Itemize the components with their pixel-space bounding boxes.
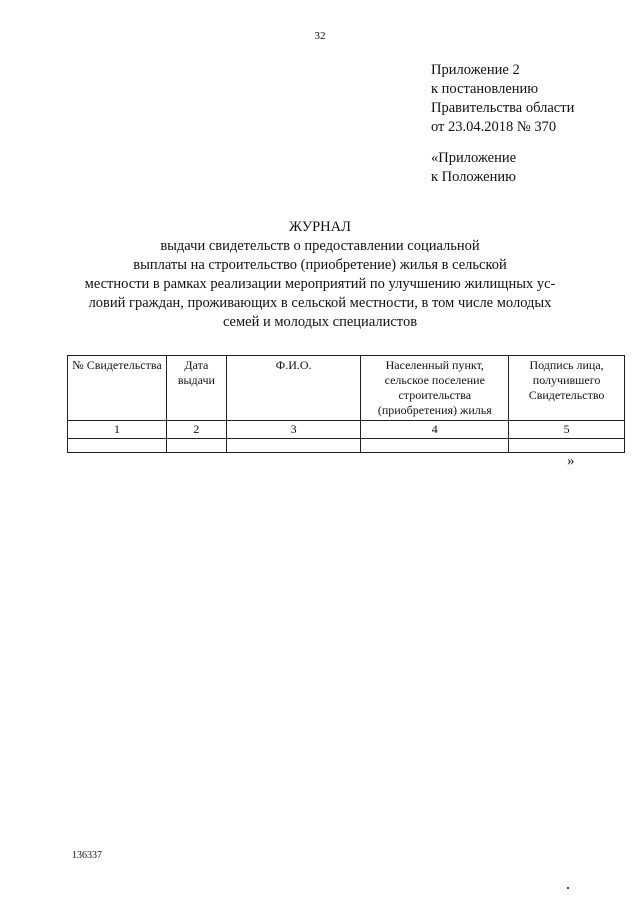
closing-quote: »: [567, 453, 575, 469]
page-number: 32: [314, 30, 326, 42]
column-number: 5: [509, 421, 625, 439]
column-number: 1: [68, 421, 167, 439]
header-issue-date: Дата выдачи: [166, 356, 226, 421]
document-title: [60, 218, 580, 332]
title-line: выплаты на строительство (приобретение) жилья в сельской: [133, 257, 507, 273]
title-line: ловий граждан, проживающих в сельской местности, в том числе молодых: [88, 295, 552, 311]
column-number: 2: [166, 421, 226, 439]
table-cell: [166, 439, 226, 453]
table-cell: [509, 439, 625, 453]
table-cell: [68, 439, 167, 453]
table-cell: [361, 439, 509, 453]
title-line: местности в рамках реализации мероприятий по улучшению жилищных ус-: [84, 276, 556, 292]
header-signature: Подпись лица, получившего Свидетельство: [509, 356, 625, 421]
title-line: семей и молодых специалистов: [222, 314, 418, 330]
table-row: [68, 439, 625, 453]
footer-code: 136337: [72, 850, 102, 861]
column-number: 3: [226, 421, 361, 439]
appendix-sub-line: к Положению: [431, 169, 516, 185]
footer-dot: [567, 887, 569, 889]
table-cell: [226, 439, 361, 453]
appendix-line: к постановлению: [431, 81, 539, 97]
title-line: выдачи свидетельств о предоставлении социальной: [160, 238, 480, 254]
header-full-name: Ф.И.О.: [226, 356, 361, 421]
title-heading: ЖУРНАЛ: [289, 219, 351, 235]
appendix-subheader: [431, 149, 516, 187]
appendix-line: Приложение 2: [431, 62, 520, 78]
appendix-header: [431, 61, 574, 137]
table-number-row: [68, 421, 625, 439]
column-number: 4: [361, 421, 509, 439]
journal-table: [67, 355, 625, 453]
table-header-row: [68, 356, 625, 421]
appendix-line: Правительства области: [431, 100, 575, 116]
header-settlement: Населенный пункт, сельское поселение строительства (приобретения) жилья: [361, 356, 509, 421]
header-certificate-number: № Свидетельства: [68, 356, 167, 421]
appendix-sub-line: «Приложение: [431, 150, 517, 166]
appendix-line: от 23.04.2018 № 370: [431, 119, 557, 135]
